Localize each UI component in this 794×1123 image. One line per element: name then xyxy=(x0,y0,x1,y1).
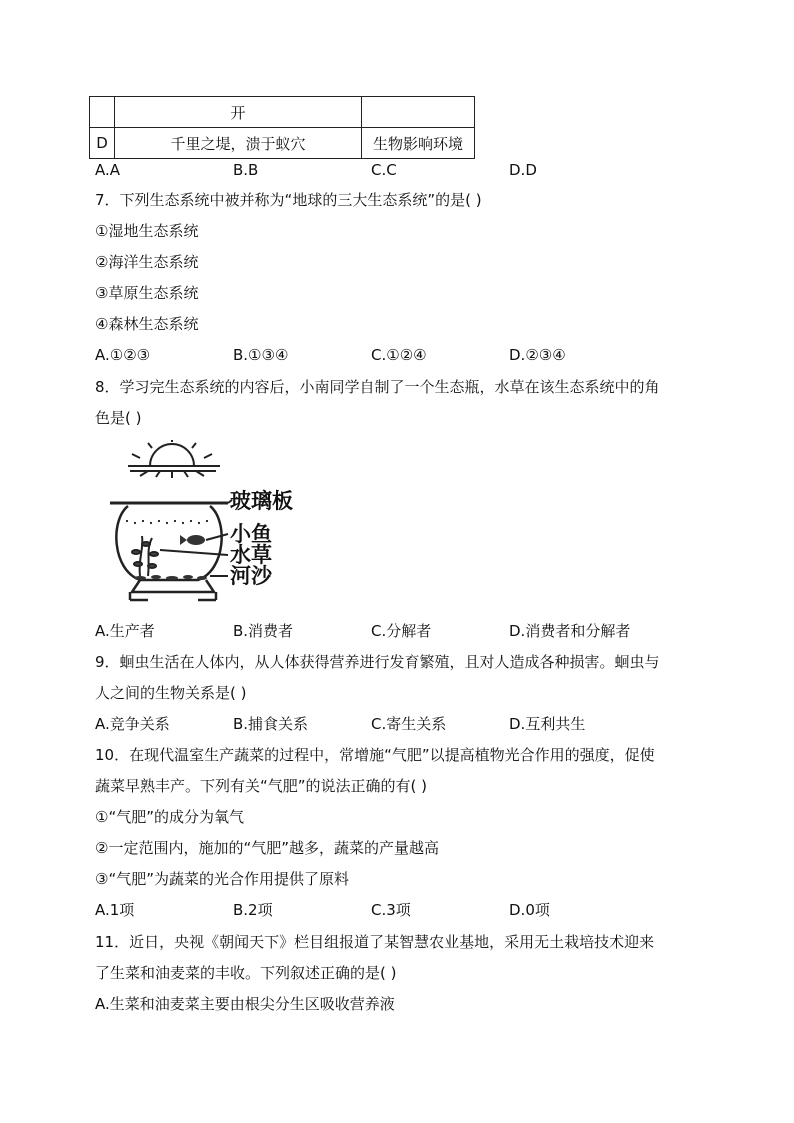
table-cell-relation: 生物影响环境 xyxy=(362,128,475,159)
q9-stem-line2: 人之间的生物关系是( ) xyxy=(95,684,247,702)
q8-stem-line2: 色是( ) xyxy=(95,409,142,427)
option-c: C.分解者 xyxy=(371,622,432,640)
table-cell-letter: D xyxy=(90,128,115,159)
option-d: D.互利共生 xyxy=(509,715,586,733)
table-cell-letter xyxy=(90,97,115,128)
q10-stem-line1: 10．在现代温室生产蔬菜的过程中，常增施“气肥”以提高植物光合作用的强度，促使 xyxy=(95,746,655,764)
option-c: C.寄生关系 xyxy=(371,715,447,733)
label-glass-plate: 玻璃板 xyxy=(230,489,293,513)
q7-item-4: ④森林生态系统 xyxy=(95,315,199,333)
q11-stem-line2: 了生菜和油麦菜的丰收。下列叙述正确的是( ) xyxy=(95,964,397,982)
q10-item-2: ②一定范围内，施加的“气肥”越多，蔬菜的产量越高 xyxy=(95,839,439,857)
q8-stem-line1: 8．学习完生态系统的内容后，小南同学自制了一个生态瓶，水草在该生态系统中的角 xyxy=(95,378,660,396)
option-b: B.2项 xyxy=(233,901,273,919)
option-b: B.捕食关系 xyxy=(233,715,309,733)
option-b: B.B xyxy=(233,161,259,179)
option-a: A.①②③ xyxy=(95,346,151,364)
option-d: D.消费者和分解者 xyxy=(509,622,631,640)
bottle-stand xyxy=(130,580,216,600)
option-a: A.生产者 xyxy=(95,622,155,640)
table-cell-phrase: 开 xyxy=(115,97,362,128)
sun-icon xyxy=(128,440,220,478)
water-surface xyxy=(126,520,208,524)
option-d: D.D xyxy=(509,161,537,179)
q7-item-3: ③草原生态系统 xyxy=(95,284,199,302)
fish-icon xyxy=(180,535,205,545)
q10-item-1: ①“气肥”的成分为氧气 xyxy=(95,808,244,826)
water-plant-icon xyxy=(132,536,158,576)
q9-stem-line1: 9．蛔虫生活在人体内，从人体获得营养进行发育繁殖，且对人造成各种损害。蛔虫与 xyxy=(95,653,660,671)
table-row xyxy=(90,128,475,159)
q11-stem-line1: 11．近日，央视《朝闻天下》栏目组报道了某智慧农业基地，采用无土栽培技术迎来 xyxy=(95,933,655,951)
q10-item-3: ③“气肥”为蔬菜的光合作用提供了原料 xyxy=(95,870,349,888)
option-d: D.②③④ xyxy=(509,346,566,364)
option-d: D.0项 xyxy=(509,901,550,919)
q7-stem: 7．下列生态系统中被并称为“地球的三大生态系统”的是( ) xyxy=(95,191,482,209)
label-fish: 小鱼 xyxy=(230,522,272,546)
table-cell-relation xyxy=(362,97,475,128)
table-row xyxy=(90,97,475,128)
bottle-outline xyxy=(116,506,221,580)
option-a: A.A xyxy=(95,161,121,179)
q11-option-a: A.生菜和油麦菜主要由根尖分生区吸收营养液 xyxy=(95,995,395,1013)
table-cell-phrase: 千里之堤，溃于蚁穴 xyxy=(115,128,362,159)
option-a: A.1项 xyxy=(95,901,135,919)
option-c: C.C xyxy=(371,161,397,179)
option-a: A.竞争关系 xyxy=(95,715,170,733)
answer-table-fragment xyxy=(89,96,475,159)
option-c: C.①②④ xyxy=(371,346,427,364)
q10-stem-line2: 蔬菜早熟丰产。下列有关“气肥”的说法正确的有( ) xyxy=(95,777,428,795)
option-c: C.3项 xyxy=(371,901,411,919)
q7-item-1: ①湿地生态系统 xyxy=(95,222,199,240)
option-b: B.消费者 xyxy=(233,622,294,640)
label-river-sand: 河沙 xyxy=(230,564,272,588)
label-water-plant: 水草 xyxy=(230,543,272,567)
q7-item-2: ②海洋生态系统 xyxy=(95,253,199,271)
ecological-bottle-figure xyxy=(100,440,310,612)
option-b: B.①③④ xyxy=(233,346,289,364)
